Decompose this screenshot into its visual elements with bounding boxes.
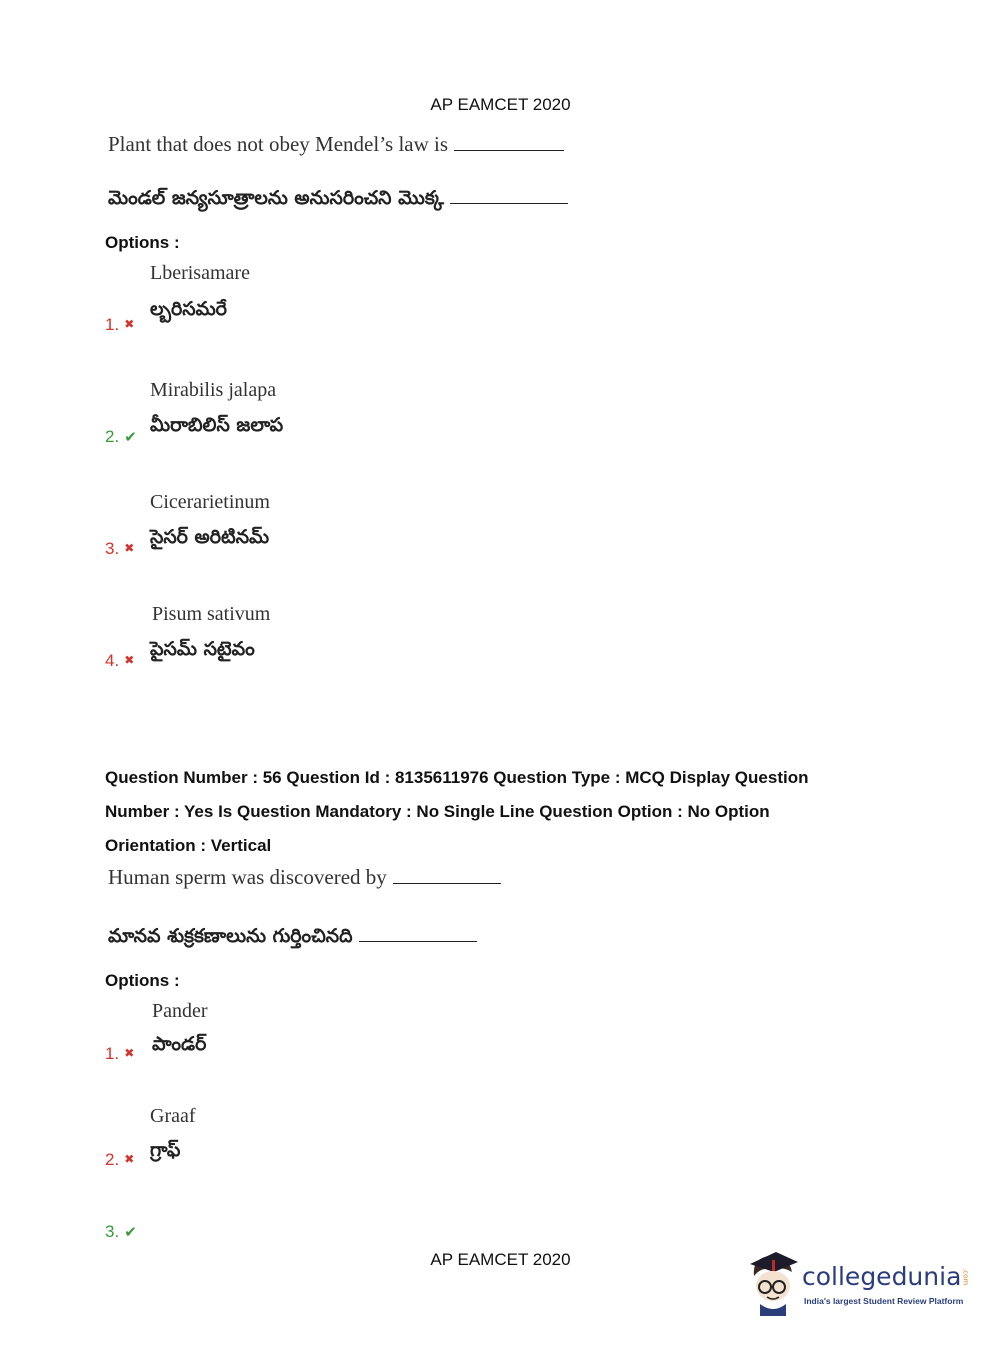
option-4-english: Pisum sativum	[152, 603, 271, 625]
question-1-english: Plant that does not obey Mendel’s law is	[108, 132, 449, 156]
option-2-marker	[105, 1150, 134, 1170]
cross-icon: ✖	[124, 541, 135, 555]
answer-blank	[359, 940, 477, 942]
options-label: Options :	[105, 233, 180, 252]
logo-tagline: India's largest Student Review Platform	[804, 1296, 964, 1306]
option-number: 3.	[105, 1222, 120, 1241]
cross-icon: ✖	[124, 317, 135, 331]
option-number: 1.	[105, 1044, 120, 1063]
option-3-english: Cicerarietinum	[150, 491, 270, 513]
option-number: 2.	[105, 427, 120, 446]
option-3-marker	[105, 1222, 137, 1242]
question-1-text	[108, 132, 564, 157]
page-header: AP EAMCET 2020	[430, 95, 571, 114]
question-2-text	[108, 865, 501, 890]
option-1-telugu: పాండర్	[152, 1033, 207, 1055]
mascot-icon	[742, 1246, 802, 1316]
option-2-telugu: మీరాబిలిస్ జలాప	[150, 414, 284, 436]
option-2-english: Graaf	[150, 1105, 196, 1127]
option-1-marker	[105, 315, 134, 335]
option-number: 1.	[105, 315, 120, 334]
collegedunia-logo	[742, 1246, 972, 1316]
question-2-telugu-text	[108, 925, 477, 952]
cross-icon: ✖	[124, 1152, 135, 1166]
logo-suffix: .com	[961, 1267, 970, 1285]
check-icon: ✔	[124, 429, 137, 446]
options-label: Options :	[105, 971, 180, 990]
answer-blank	[450, 202, 568, 204]
question-meta-line: Number : Yes Is Question Mandatory : No Single Line Question Option : No Option	[105, 802, 770, 821]
option-number: 2.	[105, 1150, 120, 1169]
question-meta	[105, 761, 808, 863]
answer-blank	[393, 882, 501, 884]
option-number: 3.	[105, 539, 120, 558]
option-2-telugu: గ్రాఫ్	[150, 1139, 181, 1161]
logo-name: collegedunia	[802, 1262, 962, 1291]
option-4-telugu: పైసమ్ సటైవం	[150, 638, 255, 660]
question-1-telugu-text	[108, 187, 568, 214]
cross-icon: ✖	[124, 1046, 135, 1060]
option-1-english: Lberisamare	[150, 262, 250, 284]
option-2-english: Mirabilis jalapa	[150, 379, 277, 401]
option-2-marker	[105, 427, 137, 447]
question-meta-line: Orientation : Vertical	[105, 836, 272, 855]
option-1-marker	[105, 1044, 134, 1064]
option-number: 4.	[105, 651, 120, 670]
option-1-english: Pander	[152, 1000, 208, 1022]
cross-icon: ✖	[124, 653, 135, 667]
option-1-telugu: ల్బరిసమరే	[150, 298, 227, 320]
question-2-english: Human sperm was discovered by	[108, 865, 387, 889]
question-1-telugu: మెండల్ జన్యసూత్రాలను అనుసరించని మొక్క	[108, 187, 444, 209]
option-3-marker	[105, 539, 134, 559]
question-2-telugu: మానవ శుక్రకణాలును గుర్తించినది	[108, 925, 353, 947]
logo-wordmark	[802, 1262, 969, 1291]
option-4-marker	[105, 651, 134, 671]
check-icon: ✔	[124, 1224, 137, 1241]
option-3-telugu: సైసర్ అరిటినమ్	[150, 526, 270, 548]
question-meta-line: Question Number : 56 Question Id : 8135611976 Question Type : MCQ Display Question	[105, 768, 809, 787]
answer-blank	[454, 149, 564, 151]
page-footer: AP EAMCET 2020	[430, 1250, 571, 1269]
